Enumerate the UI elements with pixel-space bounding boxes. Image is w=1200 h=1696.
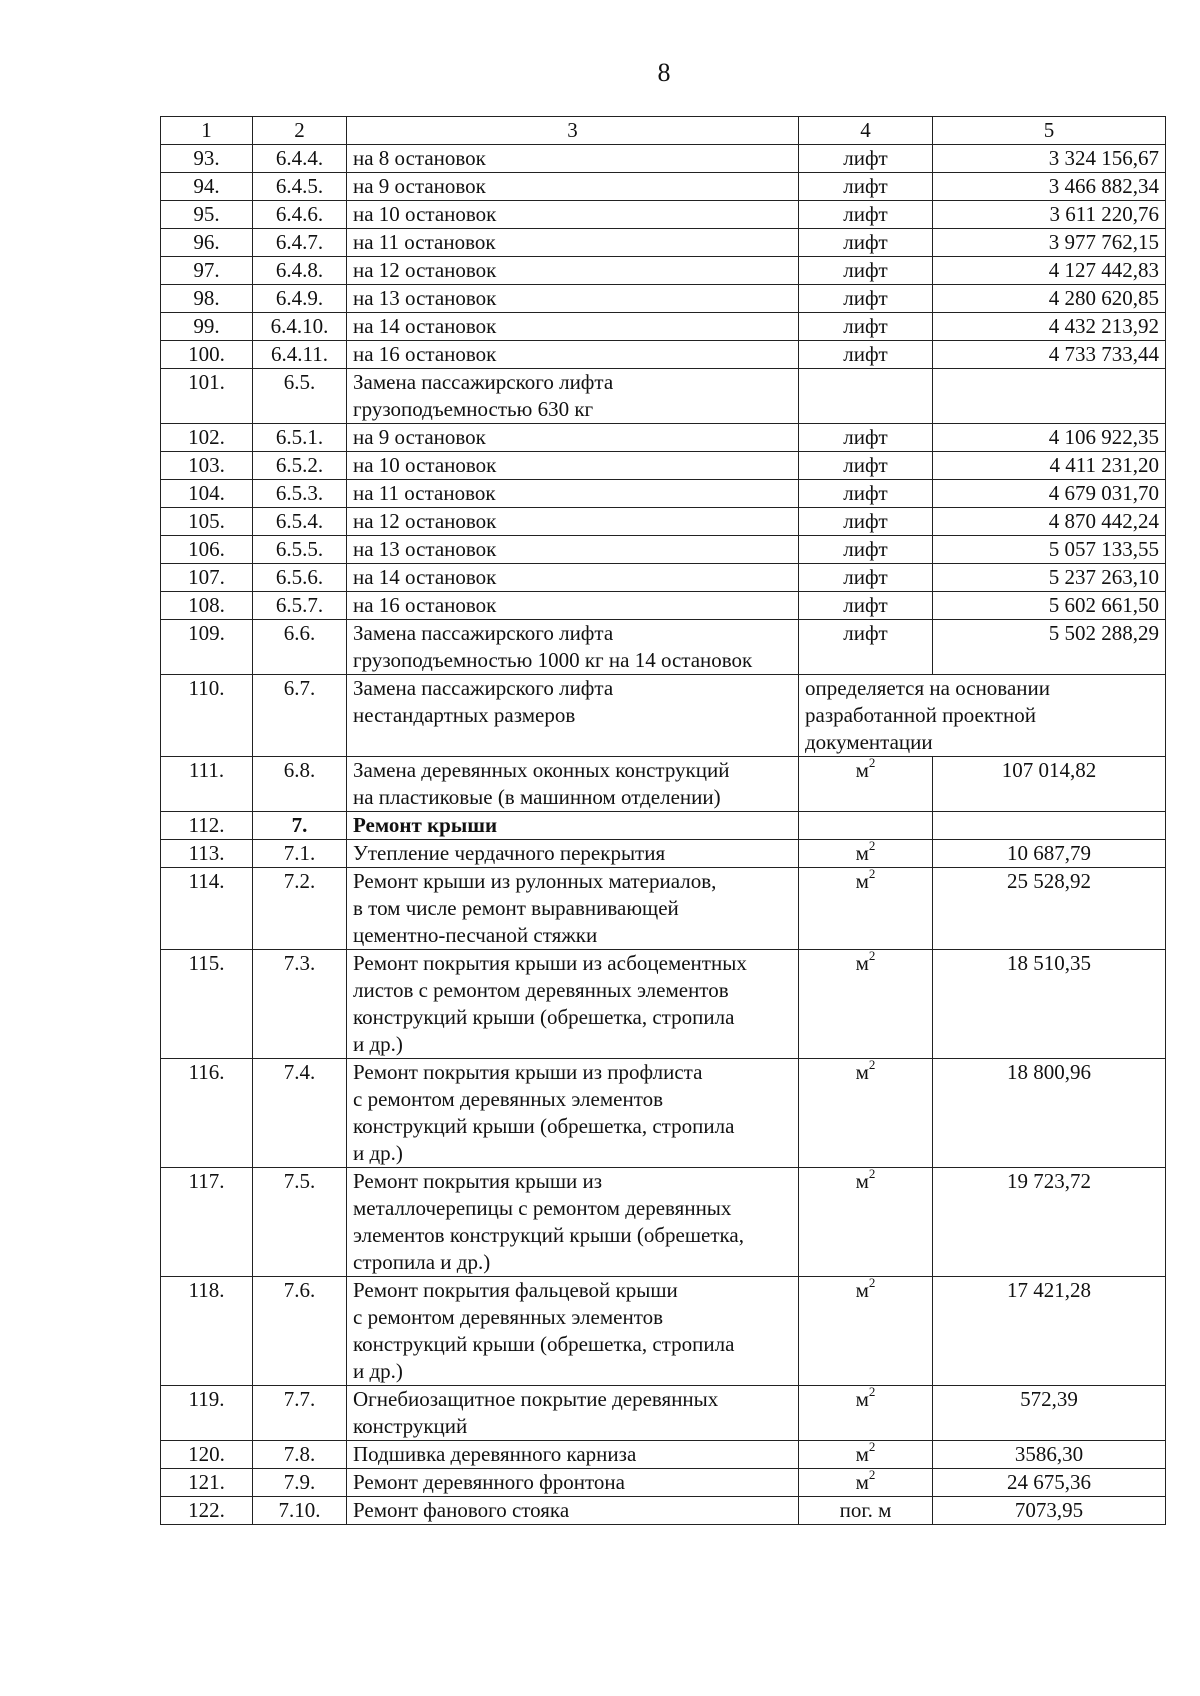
unit <box>799 620 933 675</box>
row-number: 99. <box>161 313 253 341</box>
unit <box>799 480 933 508</box>
unit-text: м <box>855 1060 869 1084</box>
table-row <box>161 620 1166 675</box>
unit-text: м <box>855 1278 869 1302</box>
table-row <box>161 1168 1166 1277</box>
work-name <box>347 1059 799 1168</box>
cost-table <box>160 116 1166 1525</box>
item-code: 6.4.9. <box>253 285 347 313</box>
cost: 3 324 156,67 <box>933 145 1166 173</box>
cost: 572,39 <box>933 1386 1166 1441</box>
unit-superscript: 2 <box>868 948 876 963</box>
item-code: 7.4. <box>253 1059 347 1168</box>
unit-text: лифт <box>843 509 888 533</box>
text-line: Ремонт покрытия крыши из профлиста <box>353 1060 703 1084</box>
unit-text: лифт <box>843 230 888 254</box>
text-line: на 9 остановок <box>353 425 486 449</box>
item-code: 6.5.6. <box>253 564 347 592</box>
table-row <box>161 564 1166 592</box>
item-code: 7.1. <box>253 840 347 868</box>
unit <box>799 592 933 620</box>
cost: 3 611 220,76 <box>933 201 1166 229</box>
work-name <box>347 313 799 341</box>
text-line: Ремонт крыши <box>353 813 498 837</box>
work-name <box>347 536 799 564</box>
unit <box>799 757 933 812</box>
item-code: 6.4.5. <box>253 173 347 201</box>
row-number: 111. <box>161 757 253 812</box>
item-code: 6.5.5. <box>253 536 347 564</box>
row-number: 110. <box>161 675 253 757</box>
text-line: Замена пассажирского лифта <box>353 676 614 700</box>
table-row <box>161 1469 1166 1497</box>
item-code: 7.5. <box>253 1168 347 1277</box>
text-line: конструкций крыши (обрешетка, стропила <box>353 1114 735 1138</box>
table-row <box>161 173 1166 201</box>
unit-text: м <box>855 1442 869 1466</box>
table-row <box>161 313 1166 341</box>
cost: 3 466 882,34 <box>933 173 1166 201</box>
unit-superscript: 2 <box>868 1275 876 1290</box>
text-line: Замена деревянных оконных конструкций <box>353 758 730 782</box>
unit-text: лифт <box>843 621 888 645</box>
unit-text: лифт <box>843 286 888 310</box>
unit <box>799 452 933 480</box>
table-row <box>161 536 1166 564</box>
work-name <box>347 620 799 675</box>
row-number: 113. <box>161 840 253 868</box>
unit <box>799 812 933 840</box>
unit-superscript: 2 <box>868 866 876 881</box>
item-code: 6.5.4. <box>253 508 347 536</box>
text-line: на 10 остановок <box>353 453 497 477</box>
text-line: нестандартных размеров <box>353 703 576 727</box>
text-line: на 8 остановок <box>353 146 486 170</box>
row-number: 104. <box>161 480 253 508</box>
text-line: с ремонтом деревянных элементов <box>353 1087 664 1111</box>
unit <box>799 950 933 1059</box>
table-row <box>161 229 1166 257</box>
work-name <box>347 508 799 536</box>
cost: 24 675,36 <box>933 1469 1166 1497</box>
table-header-row <box>161 117 1166 145</box>
unit-text: м <box>855 841 869 865</box>
unit <box>799 840 933 868</box>
work-name <box>347 424 799 452</box>
unit <box>799 201 933 229</box>
unit <box>799 1059 933 1168</box>
item-code: 6.5.7. <box>253 592 347 620</box>
work-name <box>347 757 799 812</box>
row-number: 102. <box>161 424 253 452</box>
cost: 19 723,72 <box>933 1168 1166 1277</box>
text-line: на 11 остановок <box>353 230 496 254</box>
item-code-text: 7. <box>291 813 308 837</box>
text-line: металлочерепицы с ремонтом деревянных <box>353 1196 732 1220</box>
text-line: документации <box>805 730 933 754</box>
row-number: 107. <box>161 564 253 592</box>
work-name <box>347 1277 799 1386</box>
text-line: с ремонтом деревянных элементов <box>353 1305 664 1329</box>
cost <box>933 812 1166 840</box>
item-code: 6.5. <box>253 369 347 424</box>
text-line: и др.) <box>353 1359 403 1383</box>
work-name <box>347 341 799 369</box>
unit-superscript: 2 <box>868 1384 876 1399</box>
row-number: 114. <box>161 868 253 950</box>
unit <box>799 1168 933 1277</box>
row-number: 93. <box>161 145 253 173</box>
unit-text: м <box>855 869 869 893</box>
unit-text: м <box>855 951 869 975</box>
text-line: цементно-песчаной стяжки <box>353 923 598 947</box>
cost: 5 057 133,55 <box>933 536 1166 564</box>
row-number: 106. <box>161 536 253 564</box>
work-name <box>347 1441 799 1469</box>
work-name <box>347 564 799 592</box>
unit <box>799 508 933 536</box>
table-row <box>161 424 1166 452</box>
table-row <box>161 452 1166 480</box>
row-number: 105. <box>161 508 253 536</box>
unit-superscript: 2 <box>868 1439 876 1454</box>
unit <box>799 1386 933 1441</box>
text-line: на 12 остановок <box>353 509 497 533</box>
unit-superscript: 2 <box>868 1057 876 1072</box>
cost: 4 280 620,85 <box>933 285 1166 313</box>
text-line: разработанной проектной <box>805 703 1036 727</box>
text-line: Ремонт фанового стояка <box>353 1498 570 1522</box>
row-number: 101. <box>161 369 253 424</box>
cost: 4 411 231,20 <box>933 452 1166 480</box>
table-row <box>161 1497 1166 1525</box>
table-row <box>161 1441 1166 1469</box>
text-line: и др.) <box>353 1141 403 1165</box>
unit-text: лифт <box>843 565 888 589</box>
table-row <box>161 369 1166 424</box>
unit <box>799 145 933 173</box>
row-number: 122. <box>161 1497 253 1525</box>
unit-superscript: 2 <box>868 838 876 853</box>
cost: 3586,30 <box>933 1441 1166 1469</box>
cost: 4 870 442,24 <box>933 508 1166 536</box>
work-name <box>347 1469 799 1497</box>
cost: 5 602 661,50 <box>933 592 1166 620</box>
text-line: Ремонт покрытия фальцевой крыши <box>353 1278 678 1302</box>
work-name <box>347 201 799 229</box>
table-row <box>161 508 1166 536</box>
unit <box>799 1469 933 1497</box>
item-code: 6.4.6. <box>253 201 347 229</box>
text-line: определяется на основании <box>805 676 1050 700</box>
text-line: грузоподъемностью 1000 кг на 14 остановок <box>353 648 753 672</box>
cost: 7073,95 <box>933 1497 1166 1525</box>
unit-text: лифт <box>843 202 888 226</box>
unit <box>799 229 933 257</box>
unit-text: лифт <box>843 481 888 505</box>
item-code: 7.7. <box>253 1386 347 1441</box>
cost: 10 687,79 <box>933 840 1166 868</box>
item-code: 6.4.10. <box>253 313 347 341</box>
cost: 4 432 213,92 <box>933 313 1166 341</box>
unit <box>799 1441 933 1469</box>
row-number: 96. <box>161 229 253 257</box>
table-row <box>161 257 1166 285</box>
table-row <box>161 341 1166 369</box>
unit-text: лифт <box>843 537 888 561</box>
row-number: 108. <box>161 592 253 620</box>
text-line: Ремонт покрытия крыши из <box>353 1169 603 1193</box>
unit <box>799 564 933 592</box>
work-name <box>347 145 799 173</box>
work-name <box>347 229 799 257</box>
unit-superscript: 2 <box>868 1467 876 1482</box>
item-code: 6.8. <box>253 757 347 812</box>
cost: 107 014,82 <box>933 757 1166 812</box>
row-number: 109. <box>161 620 253 675</box>
unit <box>799 1277 933 1386</box>
unit <box>799 1497 933 1525</box>
row-number: 94. <box>161 173 253 201</box>
text-line: конструкций <box>353 1414 468 1438</box>
table-row <box>161 868 1166 950</box>
item-code: 6.4.11. <box>253 341 347 369</box>
work-name <box>347 480 799 508</box>
work-name <box>347 868 799 950</box>
item-code: 6.5.2. <box>253 452 347 480</box>
unit-text: лифт <box>843 593 888 617</box>
text-line: конструкций крыши (обрешетка, стропила <box>353 1005 735 1029</box>
text-line: на пластиковые (в машинном отделении) <box>353 785 721 809</box>
item-code: 6.7. <box>253 675 347 757</box>
column-header: 2 <box>253 117 347 145</box>
unit-text: лифт <box>843 314 888 338</box>
work-name <box>347 592 799 620</box>
cost: 5 237 263,10 <box>933 564 1166 592</box>
cost: 4 127 442,83 <box>933 257 1166 285</box>
row-number: 100. <box>161 341 253 369</box>
table-row <box>161 285 1166 313</box>
row-number: 120. <box>161 1441 253 1469</box>
table-row <box>161 757 1166 812</box>
table-row <box>161 592 1166 620</box>
row-number: 95. <box>161 201 253 229</box>
unit <box>799 341 933 369</box>
item-code: 7.10. <box>253 1497 347 1525</box>
row-number: 103. <box>161 452 253 480</box>
unit <box>799 257 933 285</box>
text-line: на 14 остановок <box>353 314 497 338</box>
table-row <box>161 480 1166 508</box>
unit-text: лифт <box>843 258 888 282</box>
table-row <box>161 1386 1166 1441</box>
text-line: на 16 остановок <box>353 342 497 366</box>
text-line: конструкций крыши (обрешетка, стропила <box>353 1332 735 1356</box>
text-line: Ремонт деревянного фронтона <box>353 1470 625 1494</box>
item-code <box>253 812 347 840</box>
unit-text: лифт <box>843 453 888 477</box>
item-code: 7.6. <box>253 1277 347 1386</box>
item-code: 6.4.4. <box>253 145 347 173</box>
row-number: 115. <box>161 950 253 1059</box>
text-line: в том числе ремонт выравнивающей <box>353 896 679 920</box>
unit-text: м <box>855 1470 869 1494</box>
column-header: 4 <box>799 117 933 145</box>
work-name <box>347 1168 799 1277</box>
row-number: 118. <box>161 1277 253 1386</box>
unit <box>799 424 933 452</box>
text-line: элементов конструкций крыши (обрешетка, <box>353 1223 744 1247</box>
cost: 3 977 762,15 <box>933 229 1166 257</box>
unit <box>799 285 933 313</box>
text-line: на 10 остановок <box>353 202 497 226</box>
table-row <box>161 145 1166 173</box>
cost: 4 106 922,35 <box>933 424 1166 452</box>
cost: 18 800,96 <box>933 1059 1166 1168</box>
work-name <box>347 1497 799 1525</box>
work-name <box>347 369 799 424</box>
item-code: 6.6. <box>253 620 347 675</box>
work-name <box>347 950 799 1059</box>
work-name <box>347 840 799 868</box>
cost: 25 528,92 <box>933 868 1166 950</box>
text-line: на 13 остановок <box>353 537 497 561</box>
row-number: 112. <box>161 812 253 840</box>
unit <box>799 536 933 564</box>
item-code: 7.8. <box>253 1441 347 1469</box>
table-row <box>161 812 1166 840</box>
cost <box>933 369 1166 424</box>
item-code: 7.9. <box>253 1469 347 1497</box>
table-row <box>161 840 1166 868</box>
table-row <box>161 201 1166 229</box>
cost: 18 510,35 <box>933 950 1166 1059</box>
unit <box>799 868 933 950</box>
text-line: Замена пассажирского лифта <box>353 370 614 394</box>
table-row <box>161 1059 1166 1168</box>
work-name <box>347 257 799 285</box>
text-line: Утепление чердачного перекрытия <box>353 841 666 865</box>
unit-text: м <box>855 1169 869 1193</box>
row-number: 98. <box>161 285 253 313</box>
work-name <box>347 285 799 313</box>
row-number: 119. <box>161 1386 253 1441</box>
row-number: 121. <box>161 1469 253 1497</box>
unit-text: лифт <box>843 146 888 170</box>
text-line: Огнебиозащитное покрытие деревянных <box>353 1387 719 1411</box>
cost: 4 679 031,70 <box>933 480 1166 508</box>
row-number: 97. <box>161 257 253 285</box>
merged-note <box>799 675 1166 757</box>
column-header: 3 <box>347 117 799 145</box>
unit-text: лифт <box>843 174 888 198</box>
work-name <box>347 812 799 840</box>
item-code: 6.4.7. <box>253 229 347 257</box>
unit-superscript: 2 <box>868 755 876 770</box>
table-row <box>161 675 1166 757</box>
text-line: стропила и др.) <box>353 1250 491 1274</box>
work-name <box>347 1386 799 1441</box>
column-header: 1 <box>161 117 253 145</box>
text-line: и др.) <box>353 1032 403 1056</box>
text-line: на 12 остановок <box>353 258 497 282</box>
unit-text: м <box>855 758 869 782</box>
item-code: 6.4.8. <box>253 257 347 285</box>
text-line: Ремонт покрытия крыши из асбоцементных <box>353 951 747 975</box>
unit <box>799 313 933 341</box>
item-code: 6.5.3. <box>253 480 347 508</box>
unit <box>799 369 933 424</box>
table-row <box>161 1277 1166 1386</box>
text-line: на 14 остановок <box>353 565 497 589</box>
text-line: листов с ремонтом деревянных элементов <box>353 978 729 1002</box>
text-line: Замена пассажирского лифта <box>353 621 614 645</box>
cost: 5 502 288,29 <box>933 620 1166 675</box>
column-header: 5 <box>933 117 1166 145</box>
item-code: 7.2. <box>253 868 347 950</box>
text-line: на 11 остановок <box>353 481 496 505</box>
unit-text: м <box>855 1387 869 1411</box>
item-code: 7.3. <box>253 950 347 1059</box>
text-line: на 13 остановок <box>353 286 497 310</box>
unit-text: пог. м <box>839 1498 892 1522</box>
row-number: 116. <box>161 1059 253 1168</box>
cost: 17 421,28 <box>933 1277 1166 1386</box>
text-line: Ремонт крыши из рулонных материалов, <box>353 869 717 893</box>
item-code: 6.5.1. <box>253 424 347 452</box>
unit-text: лифт <box>843 425 888 449</box>
text-line: Подшивка деревянного карниза <box>353 1442 637 1466</box>
text-line: на 9 остановок <box>353 174 486 198</box>
work-name <box>347 675 799 757</box>
page-number: 8 <box>657 58 671 87</box>
text-line: грузоподъемностью 630 кг <box>353 397 594 421</box>
work-name <box>347 452 799 480</box>
table-row <box>161 950 1166 1059</box>
cost: 4 733 733,44 <box>933 341 1166 369</box>
unit-text: лифт <box>843 342 888 366</box>
work-name <box>347 173 799 201</box>
row-number: 117. <box>161 1168 253 1277</box>
text-line: на 16 остановок <box>353 593 497 617</box>
unit-superscript: 2 <box>868 1166 876 1181</box>
unit <box>799 173 933 201</box>
